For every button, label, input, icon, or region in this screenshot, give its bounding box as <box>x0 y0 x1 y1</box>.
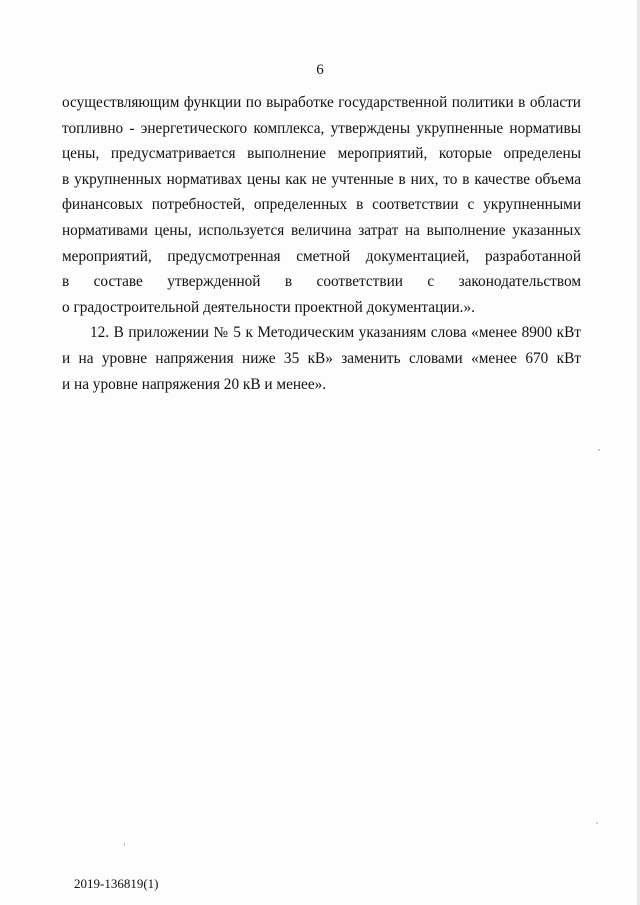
paragraph-1-line: в укрупненных нормативах цены как не учтенные в них, то в качестве объема <box>62 170 581 188</box>
page-number: 6 <box>316 62 324 78</box>
paragraph-1-line: о градостроительной деятельности проектной документации.». <box>62 298 475 316</box>
paragraph-2-line: и на уровне напряжения ниже 35 кВ» заменить словами «менее 670 кВт <box>62 349 581 367</box>
document-code: 2019-136819(1) <box>74 876 159 891</box>
scan-speck <box>598 449 600 451</box>
scan-speck <box>596 822 598 824</box>
body-text <box>62 90 581 397</box>
paragraph-1-line: финансовых потребностей, определенных в соответствии с укрупненными <box>62 196 581 214</box>
paragraph-1-line: цены, предусматривается выполнение мероприятий, которые определены <box>62 145 581 163</box>
paragraph-2-line: и на уровне напряжения 20 кВ и менее». <box>62 375 327 393</box>
paragraph-1-line: топливно - энергетического комплекса, утверждены укрупненные нормативы <box>62 119 581 137</box>
paragraph-1-line: мероприятий, предусмотренная сметной документацией, разработанной <box>62 247 581 265</box>
paragraph-1-line: нормативами цены, используется величина затрат на выполнение указанных <box>62 221 581 239</box>
paragraph-1-line: осуществляющим функции по выработке государственной политики в области <box>62 94 581 111</box>
scan-speck <box>124 843 125 846</box>
paragraph-1-line: в составе утвержденной в соответствии с законодательством <box>62 273 581 291</box>
paragraph-2-line: 12. В приложении № 5 к Методическим указаниям слова «менее 8900 кВт <box>90 324 581 342</box>
